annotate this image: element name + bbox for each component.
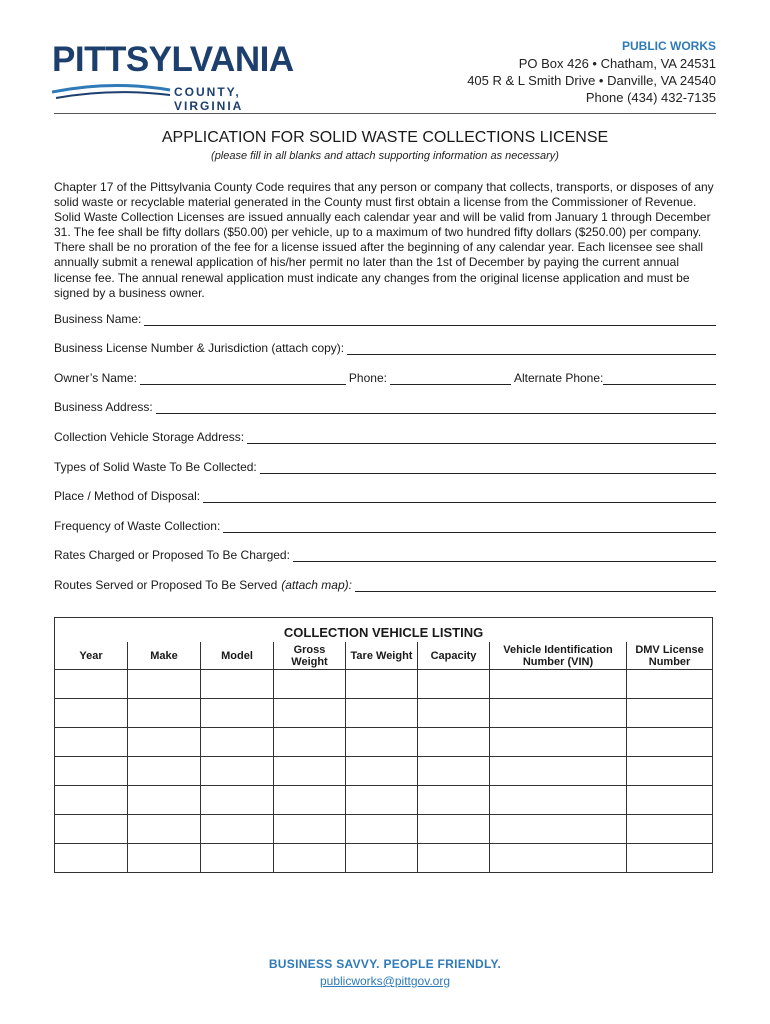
frequency-blank[interactable] — [223, 520, 716, 533]
table-cell[interactable] — [418, 699, 490, 728]
alt-phone-blank[interactable] — [603, 372, 716, 385]
column-header: Make — [128, 642, 201, 670]
waste-types-label: Types of Solid Waste To Be Collected: — [54, 460, 257, 474]
table-cell[interactable] — [274, 844, 346, 873]
column-header: DMV License Number — [627, 642, 713, 670]
table-cell[interactable] — [346, 815, 418, 844]
table-caption: COLLECTION VEHICLE LISTING — [55, 618, 713, 643]
disposal-blank[interactable] — [203, 490, 716, 503]
business-name-field[interactable] — [54, 312, 716, 326]
column-header: Year — [55, 642, 128, 670]
table-cell[interactable] — [490, 786, 627, 815]
table-row — [55, 815, 713, 844]
table-cell[interactable] — [274, 728, 346, 757]
frequency-label: Frequency of Waste Collection: — [54, 519, 221, 533]
table-cell[interactable] — [201, 844, 274, 873]
table-cell[interactable] — [490, 699, 627, 728]
routes-blank[interactable] — [355, 579, 716, 592]
storage-address-label: Collection Vehicle Storage Address: — [54, 430, 245, 444]
table-cell[interactable] — [346, 786, 418, 815]
table-cell[interactable] — [128, 757, 201, 786]
table-cell[interactable] — [55, 699, 128, 728]
logo-subtitle: COUNTY, VIRGINIA — [174, 85, 244, 113]
form-title: APPLICATION FOR SOLID WASTE COLLECTIONS LICENSE — [161, 129, 609, 146]
table-row — [55, 670, 713, 699]
routes-note: (attach map): — [281, 578, 352, 592]
table-cell[interactable] — [418, 786, 490, 815]
address-line-1: PO Box 426 • Chatham, VA 24531 — [518, 56, 716, 71]
table-cell[interactable] — [627, 757, 713, 786]
table-cell[interactable] — [627, 699, 713, 728]
owner-name-blank[interactable] — [140, 372, 346, 385]
form-subtitle: (please fill in all blanks and attach supporting information as necessary) — [211, 150, 559, 162]
table-cell[interactable] — [274, 699, 346, 728]
rates-blank[interactable] — [293, 549, 716, 562]
table-cell[interactable] — [128, 728, 201, 757]
table-cell[interactable] — [55, 844, 128, 873]
table-cell[interactable] — [274, 786, 346, 815]
table-cell[interactable] — [627, 844, 713, 873]
table-cell[interactable] — [55, 815, 128, 844]
table-cell[interactable] — [627, 786, 713, 815]
table-cell[interactable] — [627, 728, 713, 757]
table-row — [55, 699, 713, 728]
table-cell[interactable] — [201, 786, 274, 815]
table-cell[interactable] — [55, 757, 128, 786]
phone-number: Phone (434) 432-7135 — [585, 90, 716, 105]
column-header: Gross Weight — [274, 642, 346, 670]
table-cell[interactable] — [627, 815, 713, 844]
intro-paragraph: Chapter 17 of the Pittsylvania County Code requires that any person or company that collects, transports, or disposes of any solid waste or recyclable material generated in the County must first obtain a license from the Commissioner of Revenue. Solid Waste Collection Licenses are issued annually each calendar year and will be valid from January 1 through December 31. The fee shall be fifty dollars ($50.00) per vehicle, up to a maximum of two hundred fifty dollars ($250.00) per company. There shall be no proration of the fee for a license issued after the beginning of any calendar year. Each licensee see shall annually submit a renewal application of his/her permit no later than the 1st of December by paying the current annual license fee. The annual renewal application must indicate any changes from the original license application and must be signed by a business owner. — [54, 180, 714, 300]
table-body — [55, 670, 713, 873]
table-cell[interactable] — [490, 670, 627, 699]
table-cell[interactable] — [627, 670, 713, 699]
disposal-label: Place / Method of Disposal: — [54, 489, 201, 503]
table-cell[interactable] — [346, 844, 418, 873]
table-cell[interactable] — [55, 786, 128, 815]
rates-field[interactable] — [54, 548, 716, 562]
table-cell[interactable] — [201, 815, 274, 844]
table-cell[interactable] — [418, 757, 490, 786]
business-address-blank[interactable] — [156, 401, 716, 414]
table-row — [55, 728, 713, 757]
table-cell[interactable] — [128, 670, 201, 699]
table-cell[interactable] — [418, 815, 490, 844]
logo-wordmark: PITTSYLVANIA — [52, 40, 294, 79]
phone-label: Phone: — [348, 371, 387, 385]
frequency-field[interactable] — [54, 519, 716, 533]
waste-types-field[interactable] — [54, 460, 716, 474]
table-cell[interactable] — [274, 670, 346, 699]
table-cell[interactable] — [418, 728, 490, 757]
license-number-blank[interactable] — [347, 342, 716, 355]
table-cell[interactable] — [346, 757, 418, 786]
disposal-field[interactable] — [54, 489, 716, 503]
vehicle-listing-table — [54, 617, 713, 873]
table-cell[interactable] — [418, 670, 490, 699]
license-number-field[interactable] — [54, 341, 716, 355]
table-cell[interactable] — [490, 728, 627, 757]
storage-address-blank[interactable] — [247, 431, 716, 444]
department-name: PUBLIC WORKS — [622, 39, 716, 53]
table-cell[interactable] — [490, 815, 627, 844]
business-name-blank[interactable] — [144, 313, 716, 326]
table-cell[interactable] — [490, 844, 627, 873]
table-cell[interactable] — [201, 670, 274, 699]
routes-field[interactable] — [54, 578, 716, 592]
table-header-row — [55, 642, 713, 670]
column-header: Tare Weight — [346, 642, 418, 670]
table-cell[interactable] — [346, 699, 418, 728]
owner-name-label: Owner’s Name: — [54, 371, 137, 385]
footer-email-link[interactable]: publicworks@pittgov.org — [319, 974, 450, 988]
storage-address-field[interactable] — [54, 430, 716, 444]
table-cell[interactable] — [201, 728, 274, 757]
contact-block — [467, 38, 716, 106]
table-cell[interactable] — [128, 815, 201, 844]
table-cell[interactable] — [490, 757, 627, 786]
table-cell[interactable] — [55, 670, 128, 699]
rates-label: Rates Charged or Proposed To Be Charged: — [54, 548, 290, 562]
table-cell[interactable] — [128, 699, 201, 728]
footer-slogan: BUSINESS SAVVY. PEOPLE FRIENDLY. — [268, 957, 502, 971]
table-row — [55, 786, 713, 815]
table-row — [55, 757, 713, 786]
alt-phone-label: Alternate Phone: — [513, 371, 604, 385]
county-logo — [52, 40, 302, 113]
column-header: Model — [201, 642, 274, 670]
phone-blank[interactable] — [390, 372, 511, 385]
table-cell[interactable] — [346, 670, 418, 699]
table-cell[interactable] — [55, 728, 128, 757]
license-number-label: Business License Number & Jurisdiction (attach copy): — [54, 341, 345, 355]
table-cell[interactable] — [274, 815, 346, 844]
column-header: Capacity — [418, 642, 490, 670]
business-address-field[interactable] — [54, 400, 716, 414]
routes-label: Routes Served or Proposed To Be Served — [54, 578, 278, 592]
address-line-2: 405 R & L Smith Drive • Danville, VA 24540 — [467, 73, 716, 88]
waste-types-blank[interactable] — [260, 461, 716, 474]
owner-phone-field[interactable] — [54, 371, 716, 385]
column-header: Vehicle Identification Number (VIN) — [490, 642, 627, 670]
table-cell[interactable] — [128, 786, 201, 815]
table-cell[interactable] — [418, 844, 490, 873]
business-address-label: Business Address: — [54, 400, 153, 414]
table-cell[interactable] — [128, 844, 201, 873]
table-row — [55, 844, 713, 873]
table-cell[interactable] — [346, 728, 418, 757]
table-cell[interactable] — [274, 757, 346, 786]
business-name-label: Business Name: — [54, 312, 142, 326]
table-cell[interactable] — [201, 699, 274, 728]
header-divider — [54, 113, 716, 114]
table-cell[interactable] — [201, 757, 274, 786]
